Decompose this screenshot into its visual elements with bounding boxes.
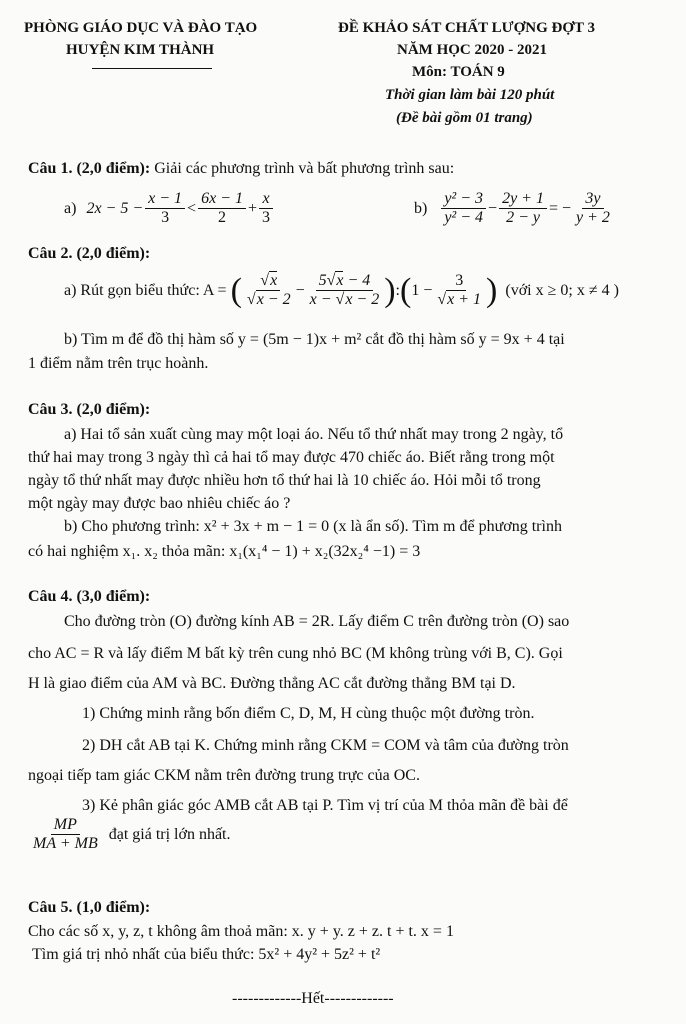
- q2a-expression: a) Rút gọn biểu thức: A = ( $\frac{√x}{√x - 2}$ − $\frac{5√x - 4}{x - √x - 2}$ ) : ( 1 − $\frac{3}{√x + 1}$ ) (với x ≥ 0; x ≠ 4 ): [64, 271, 619, 309]
- q5-line1: Cho các số x, y, z, t không âm thoả mãn: x. y + y. z + z. t + t. x = 1: [28, 923, 454, 940]
- q1a-label: a): [64, 199, 77, 217]
- q3a-line2: thứ hai may trong 3 ngày thì cả hai tổ may được 470 chiếc áo. Biết rằng trong một: [28, 449, 555, 466]
- q5-line2: Tìm giá trị nhỏ nhất của biểu thức: 5x² + 4y² + 5z² + t²: [32, 946, 381, 963]
- q4-line1: Cho đường tròn (O) đường kính AB = 2R. Lấy điểm C trên đường tròn (O) sao: [64, 613, 570, 630]
- q3-title: Câu 3. (2,0 điểm):: [28, 401, 151, 418]
- q2-title: Câu 2. (2,0 điểm):: [28, 245, 151, 262]
- q4-part2-line2: ngoại tiếp tam giác CKM nằm trên đường trung trực của OC.: [28, 767, 420, 784]
- q3a-line3: ngày tổ thứ nhất may được nhiều hơn tổ thứ hai là 10 chiếc áo. Hỏi mỗi tổ trong: [28, 472, 541, 489]
- q4-line3: H là giao điểm của AM và BC. Đường thẳng AC cắt đường thẳng BM tại D.: [28, 675, 516, 692]
- subject: Môn: TOÁN 9: [412, 64, 505, 80]
- q2a-condition: (với x ≥ 0; x ≠ 4 ): [505, 281, 619, 299]
- q5-title: Câu 5. (1,0 điểm):: [28, 899, 151, 916]
- q3a-line1: a) Hai tổ sản xuất cùng may một loại áo. Nếu tổ thứ nhất may trong 2 ngày, tổ: [64, 426, 564, 443]
- q3a-line4: một ngày may được bao nhiêu chiếc áo ?: [28, 495, 291, 512]
- q4-part3-fraction-line: [28, 816, 230, 854]
- q1-title: Câu 1. (2,0 điểm):: [28, 160, 151, 177]
- page-count: (Đề bài gồm 01 trang): [396, 110, 533, 126]
- fraction-numerator: MP: [51, 816, 80, 835]
- q2b-line2: 1 điểm nằm trên trục hoành.: [28, 355, 209, 372]
- q2a-text: a) Rút gọn biểu thức: A =: [64, 281, 227, 299]
- end-marker: -------------Hết-------------: [232, 990, 394, 1007]
- q4-part1: 1) Chứng minh rằng bốn điểm C, D, M, H cùng thuộc một đường tròn.: [82, 705, 535, 722]
- header-divider: [92, 68, 212, 69]
- exam-title: ĐỀ KHẢO SÁT CHẤT LƯỢNG ĐỢT 3: [338, 20, 595, 36]
- q1a-equation: a) 2x − 5 − $\frac{x - 1}{3}$ < $\frac{6x - 1}{2}$ + $\frac{x}{3}$: [64, 190, 275, 228]
- q4-line2: cho AC = R và lấy điểm M bất kỳ trên cung nhỏ BC (M không trùng với B, C). Gọi: [28, 645, 563, 662]
- q1-heading: [28, 160, 454, 178]
- district-name: HUYỆN KIM THÀNH: [66, 42, 215, 58]
- q4-part3: 3) Kẻ phân giác góc AMB cắt AB tại P. Tìm vị trí của M thỏa mãn đề bài để: [82, 797, 568, 814]
- q4-part3-tail: đạt giá trị lớn nhất.: [108, 825, 231, 843]
- q1b-label: b): [414, 199, 428, 217]
- fraction-denominator: MA + MB: [33, 835, 98, 853]
- q3b-line1: b) Cho phương trình: x² + 3x + m − 1 = 0 (x là ẩn số). Tìm m để phương trình: [64, 518, 562, 535]
- q3b-line2: có hai nghiệm x₁. x₂ thỏa mãn: x₁(x₁⁴ − 1) + x₂(32x₂⁴ −1) = 3: [28, 543, 421, 560]
- q4-part2-line1: 2) DH cắt AB tại K. Chứng minh rằng CKM = COM và tâm của đường tròn: [82, 737, 569, 754]
- q2b-line1: b) Tìm m để đồ thị hàm số y = (5m − 1)x + m² cắt đồ thị hàm số y = 9x + 4 tại: [64, 331, 565, 348]
- q4-title: Câu 4. (3,0 điểm):: [28, 588, 151, 605]
- q1b-equation: b) $\frac{\text{y² − 3}}{\text{y² − 4}}$ − $\frac{2y + 1}{2 - y}$ = − $\frac{3y}{y + 2}$: [414, 190, 610, 227]
- dept-name: PHÒNG GIÁO DỤC VÀ ĐÀO TẠO: [24, 20, 258, 36]
- q1-intro: Giải các phương trình và bất phương trình sau:: [154, 160, 455, 177]
- time-limit: Thời gian làm bài 120 phút: [385, 87, 555, 103]
- school-year: NĂM HỌC 2020 - 2021: [397, 42, 547, 58]
